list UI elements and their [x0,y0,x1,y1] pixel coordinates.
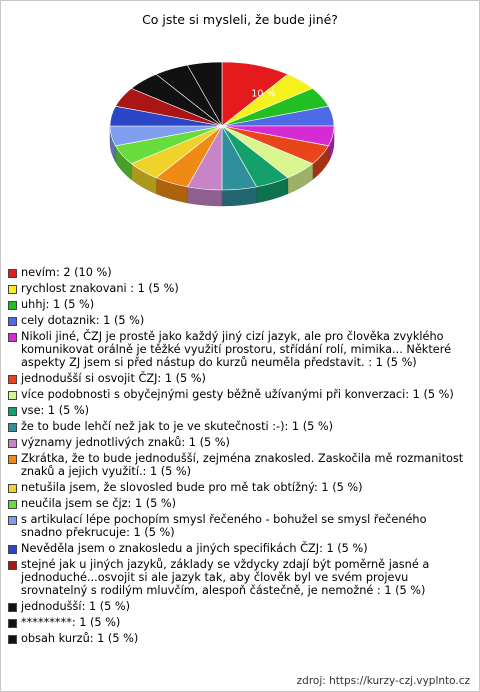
legend-swatch [8,500,17,509]
legend-label: netušila jsem, že slovosled bude pro mě tak obtížný: 1 (5 %) [21,481,363,494]
legend-label: vse: 1 (5 %) [21,404,90,417]
legend-item [8,481,468,494]
chart-legend [8,266,468,648]
legend-swatch [8,333,17,342]
slice-label: 10 % [251,88,276,100]
legend-item [8,404,468,417]
legend-label: cely dotaznik: 1 (5 %) [21,314,145,327]
legend-label: rychlost znakovani : 1 (5 %) [21,282,179,295]
legend-item [8,314,468,327]
legend-label: jednodušší: 1 (5 %) [21,600,131,613]
legend-item [8,436,468,449]
legend-item [8,513,468,539]
legend-item [8,298,468,311]
legend-label: Zkrátka, že to bude jednodušší, zejména znakosled. Zaskočila mě rozmanitost znaků a jejich využití.: 1 (5 %) [21,452,464,478]
legend-swatch [8,423,17,432]
legend-label: že to bude lehčí než jak to je ve skutečnosti :-): 1 (5 %) [21,420,334,433]
legend-swatch [8,455,17,464]
legend-label: jednodušší si osvojit ČZJ: 1 (5 %) [21,372,206,385]
legend-swatch [8,635,17,644]
legend-item [8,600,468,613]
legend-swatch [8,301,17,310]
legend-label: více podobnosti s obyčejnými gesty běžně užívanými při konverzaci: 1 (5 %) [21,388,454,401]
legend-label: s artikulací lépe pochopím smysl řečeného - bohužel se smysl řečeného snadno překrucuje: 1 (5 %) [21,513,427,539]
legend-label: nevím: 2 (10 %) [21,266,112,279]
legend-label: *********: 1 (5 %) [21,616,121,629]
legend-label: významy jednotlivých znaků: 1 (5 %) [21,436,230,449]
source-footer: zdroj: https://kurzy-czj.vyplnto.cz [296,675,470,687]
legend-item [8,542,468,555]
legend-item [8,372,468,385]
legend-item [8,616,468,629]
legend-item [8,266,468,279]
legend-swatch [8,603,17,612]
legend-item [8,388,468,401]
legend-swatch [8,619,17,628]
chart-title: Co jste si mysleli, že bude jiné? [142,12,338,27]
legend-label: Nikoli jiné, ČZJ je prostě jako každý jiný cizí jazyk, ale pro člověka zvyklého komunikovat orálně je těžké využití prostoru, střídání rolí, mimika... Některé aspekty ZJ jsem si před nástup do kurzů neuměla představit. : 1 (5 %) [21,330,452,369]
legend-label: obsah kurzů: 1 (5 %) [21,632,139,645]
legend-item [8,632,468,645]
legend-label: uhhj: 1 (5 %) [21,298,95,311]
legend-swatch [8,439,17,448]
legend-label: stejné jak u jiných jazyků, základy se vždycky zdají být poměrně jasné a jednoduché...osvojit si ale jazyk tak, aby člověk byl ve svém projevu srovnatelný s rodilým mluvčím, alespoň částečně, je nemožné : 1 (5 %) [21,558,430,597]
legend-item [8,452,468,478]
legend-item [8,282,468,295]
legend-swatch [8,317,17,326]
legend-item [8,558,468,597]
legend-swatch [8,407,17,416]
legend-swatch [8,484,17,493]
legend-item [8,420,468,433]
legend-swatch [8,269,17,278]
legend-swatch [8,391,17,400]
legend-swatch [8,285,17,294]
legend-swatch [8,561,17,570]
legend-label: Nevěděla jsem o znakosledu a jiných specifikách ČZJ: 1 (5 %) [21,542,368,555]
legend-label: neučila jsem se čjz: 1 (5 %) [21,497,177,510]
legend-swatch [8,375,17,384]
legend-swatch [8,516,17,525]
legend-item [8,330,468,369]
legend-item [8,497,468,510]
legend-swatch [8,545,17,554]
pie-chart [0,40,480,240]
